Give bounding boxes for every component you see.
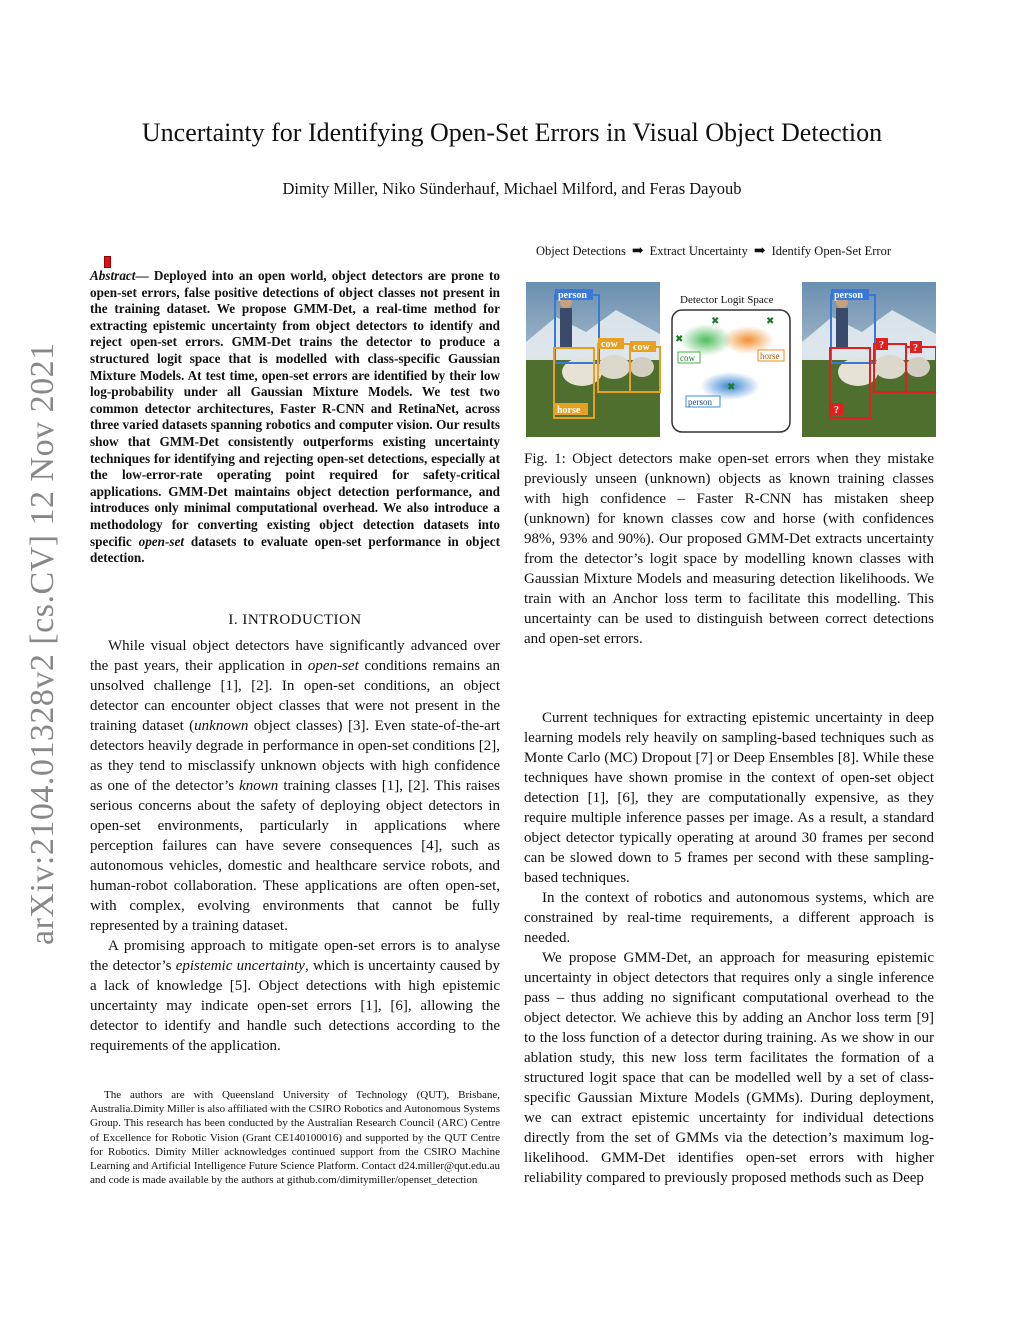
intro-paragraph [90,936,500,1056]
right-arrow-icon: ➡ [631,244,644,259]
body-paragraph: Current techniques for extracting epistemic uncertainty in deep learning models rely heavily on sampling-based techniques such as Monte Carlo (MC) Dropout [7] or Deep Ensembles [8]. While these techniques have shown promise in the context of open-set object detection [1], [6], they are computationally expensive, as they require multiple inference passes per image. As a result, a standard object detector typically operating at around 30 frames per second can be slowed down to 5 frames per second with these sampling-based techniques. [524,710,934,886]
logit-label-person: person [688,397,712,407]
logit-label-cow: cow [680,353,695,363]
label-horse: horse [557,405,581,416]
text-run: A promising approach to mitigate open-set errors is to analyse the detector’s [90,938,500,974]
abstract-dash: — [135,268,154,283]
label-cow-2: cow [633,342,650,353]
error-marker-icon: ✖ [711,316,720,327]
text-run: While visual object detectors have significantly advanced over the past years, their application in [90,638,500,674]
figure-1 [526,272,936,437]
arxiv-identifier: arXiv:2104.01328v2 [cs.CV] 12 Nov 2021 [24,342,61,945]
body-paragraph: We propose GMM-Det, an approach for measuring epistemic uncertainty in object detectors that requires only a single inference pass – thus adding no significant computational overhead to the object detector. We achieve this by adding an Anchor loss term [9] to the loss function of a detector during training. As we show in our ablation study, this new loss term facilitates the formation of a structured logit space that can be modelled well by a set of class-specific Gaussian Mixture Models (GMMs). During deployment, we can extract epistemic uncertainty for individual detections directly from the set of GMMs via the detection’s maximum log-likelihood. GMM-Det identifies open-set errors with higher reliability compared to previously proposed methods such as Deep [524,950,934,1186]
text-run: conditions remains an unsolved challenge [1], [2]. In open-set conditions, an object detector can encounter object classes that were not present in the training dataset ( [90,658,501,734]
footnote-text: The authors are with Queensland University of Technology (QUT), Brisbane, Australia.Dimity Miller is also affiliated with the CSIRO Robotics and Autonomous Systems Group. This research has been conducted by the Australian Research Council (ARC) Centre of Excellence for Robotic Vision (Grant CE140100016) and supported by the QUT Centre for Robotics. Dimity Miller acknowledges continued support from the CSIRO Machine Learning and Artificial Intelligence Future Science Platform. Contact d24.miller@qut.edu.au and code is made available by the authors at github.com/dimitymiller/openset_detection [90,1089,500,1187]
body-paragraph: In the context of robotics and autonomous systems, which are constrained by real-time requirements, a different approach is needed. [524,890,934,946]
label-person: person [558,290,587,301]
header-identify-error: Identify Open-Set Error [771,244,891,258]
label-person-kept: person [834,290,863,301]
open-set-error-photo [802,282,936,437]
text-run: , which is uncertainty caused by a lack of knowledge [5]. Object detections with high epistemic uncertainty may indicate open-set errors [1], [6], allowing the detector to identify and handle such detections according to the requirements of the application. [90,958,500,1054]
detections-photo [526,282,660,437]
emphasis: known [239,778,279,794]
unknown-label: ? [913,343,918,354]
intro-body [90,636,500,1056]
footnote [90,1088,500,1187]
label-cow: cow [601,339,618,350]
emphasis: unknown [194,718,249,734]
unknown-label: ? [834,405,839,416]
abstract [90,268,500,567]
error-marker-icon: ✖ [766,316,775,327]
abstract-text: Deployed into an open world, object detectors are prone to open-set errors, false positive detections of object classes not present in the training dataset. We propose GMM-Det, a real-time method for extracting epistemic uncertainty from object detectors to identify and reject open-set errors. GMM-Det trains the detector to produce a structured logit space that is modelled with class-specific Gaussian Mixture Models. At test time, open-set errors are identified by their low log-probability under all Gaussian Mixture Models. We test two common detector architectures, Faster R-CNN and RetinaNet, across three varied datasets spanning robotics and computer vision. Our results show that GMM-Det consistently outperforms existing uncertainty techniques for identifying and rejecting open-set detections, especially at the low-error-rate operating point required for safety-critical applications. GMM-Det maintains object detection performance, and introduces only minimal computational overhead. We also introduce a methodology for converting existing object detection datasets into specific [90,268,500,549]
abstract-text-end: datasets to evaluate open-set performance in object detection. [90,533,500,566]
intro-paragraph [90,636,500,936]
error-marker-icon: ✖ [727,382,736,393]
section-heading: I. INTRODUCTION [228,612,362,628]
text-run: training classes [1], [2]. This raises serious concerns about the safety of deploying object detectors in open-set environments, particularly in applications where perception failures can have severe consequences [4], such as autonomous vehicles, domestic and healthcare service robots, and human-robot collaboration. These applications are often open-set, with complex, evolving environments that cannot be fully represented by a training dataset. [90,778,500,934]
unknown-label: ? [879,340,884,351]
abstract-emphasis: open-set [138,533,185,549]
figure-caption [524,449,934,649]
annotation-marker [104,256,111,268]
emphasis: open-set [307,658,359,674]
paper-title: Uncertainty for Identifying Open-Set Errors in Visual Object Detection [141,118,883,147]
error-marker-icon: ✖ [675,334,684,345]
text-run: object classes) [3]. Even state-of-the-art detectors heavily degrade in performance in open-set conditions [2], as they tend to misclassify unknown objects with high confidence as one of the detector’s [90,718,500,794]
abstract-label: Abstract [90,268,136,283]
right-arrow-icon: ➡ [753,244,766,259]
right-column-body [524,708,934,1188]
header-extract-uncertainty: Extract Uncertainty [649,244,748,258]
logit-space-title: Detector Logit Space [680,294,774,306]
header-object-detections: Object Detections [536,244,626,258]
emphasis: epistemic uncertainty [175,958,305,974]
logit-space-panel [672,294,790,432]
figure-header [524,243,936,260]
caption-text: Fig. 1: Object detectors make open-set errors when they mistake previously unseen (unknown) objects as known training classes with high confidence – Faster R-CNN has mistaken sheep (unknown) for known classes cow and horse (with confidences 98%, 93% and 90%). Our proposed GMM-Det extracts uncertainty from the detector’s logit space by modelling known classes with Gaussian Mixture Models and measuring detection likelihoods. We train with an Anchor loss term to facilitate this modelling. This uncertainty can be used to distinguish between correct detections and open-set errors. [524,451,934,647]
logit-label-horse: horse [760,351,780,361]
author-list: Dimity Miller, Niko Sünderhauf, Michael Milford, and Feras Dayoub [282,179,742,198]
